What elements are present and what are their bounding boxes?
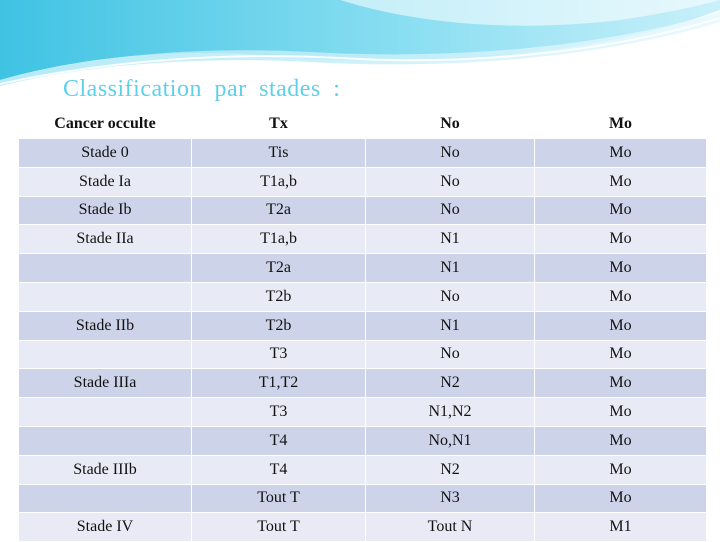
table-row xyxy=(19,311,707,340)
cell-n: N2 xyxy=(366,369,535,398)
table-row xyxy=(19,225,707,254)
cell-stage: Stade IIIb xyxy=(19,455,192,484)
cell-stage xyxy=(19,426,192,455)
cell-m: Mo xyxy=(535,340,707,369)
cell-m: Mo xyxy=(535,426,707,455)
cell-stage: Stade IIa xyxy=(19,225,192,254)
header-cell-t: Tx xyxy=(192,109,366,139)
cell-stage: Stade Ia xyxy=(19,167,192,196)
cell-stage xyxy=(19,254,192,283)
cell-m: Mo xyxy=(535,196,707,225)
cell-m: Mo xyxy=(535,282,707,311)
cell-stage: Stade IIIa xyxy=(19,369,192,398)
cell-n: No xyxy=(366,139,535,168)
cell-m: Mo xyxy=(535,455,707,484)
cell-t: Tout T xyxy=(192,484,366,513)
cell-n: N1 xyxy=(366,254,535,283)
cell-m: Mo xyxy=(535,398,707,427)
cell-stage: Stade 0 xyxy=(19,139,192,168)
cell-t: T4 xyxy=(192,455,366,484)
cell-m: Mo xyxy=(535,311,707,340)
header-cell-m: Mo xyxy=(535,109,707,139)
table-row xyxy=(19,513,707,542)
cell-m: Mo xyxy=(535,254,707,283)
table-row xyxy=(19,167,707,196)
cell-t: T3 xyxy=(192,340,366,369)
cell-n: No xyxy=(366,196,535,225)
table-row xyxy=(19,340,707,369)
stage-classification-table xyxy=(18,108,707,542)
cell-n: N1,N2 xyxy=(366,398,535,427)
cell-n: N1 xyxy=(366,311,535,340)
cell-n: N3 xyxy=(366,484,535,513)
cell-stage xyxy=(19,282,192,311)
cell-stage xyxy=(19,340,192,369)
cell-t: Tis xyxy=(192,139,366,168)
cell-n: No xyxy=(366,340,535,369)
cell-n: No xyxy=(366,282,535,311)
cell-t: T2a xyxy=(192,254,366,283)
cell-n: No xyxy=(366,167,535,196)
table-row xyxy=(19,282,707,311)
table-row xyxy=(19,426,707,455)
cell-n: Tout N xyxy=(366,513,535,542)
cell-stage xyxy=(19,484,192,513)
cell-stage xyxy=(19,398,192,427)
cell-t: T1a,b xyxy=(192,225,366,254)
cell-m: M1 xyxy=(535,513,707,542)
cell-m: Mo xyxy=(535,369,707,398)
cell-t: T1a,b xyxy=(192,167,366,196)
cell-t: T2a xyxy=(192,196,366,225)
cell-m: Mo xyxy=(535,139,707,168)
slide-title: Classification par stades : xyxy=(63,76,341,102)
cell-t: T2b xyxy=(192,311,366,340)
cell-n: No,N1 xyxy=(366,426,535,455)
table-header-row xyxy=(19,109,707,139)
cell-m: Mo xyxy=(535,225,707,254)
cell-t: Tout T xyxy=(192,513,366,542)
cell-t: T1,T2 xyxy=(192,369,366,398)
table-row xyxy=(19,484,707,513)
cell-stage: Stade Ib xyxy=(19,196,192,225)
table-row xyxy=(19,139,707,168)
cell-stage: Stade IV xyxy=(19,513,192,542)
table-row xyxy=(19,455,707,484)
cell-n: N2 xyxy=(366,455,535,484)
table-row xyxy=(19,196,707,225)
table-row xyxy=(19,254,707,283)
cell-m: Mo xyxy=(535,484,707,513)
cell-t: T3 xyxy=(192,398,366,427)
cell-t: T4 xyxy=(192,426,366,455)
cell-m: Mo xyxy=(535,167,707,196)
cell-t: T2b xyxy=(192,282,366,311)
table-row xyxy=(19,369,707,398)
table-row xyxy=(19,398,707,427)
cell-stage: Stade IIb xyxy=(19,311,192,340)
header-cell-stage: Cancer occulte xyxy=(19,109,192,139)
cell-n: N1 xyxy=(366,225,535,254)
header-cell-n: No xyxy=(366,109,535,139)
